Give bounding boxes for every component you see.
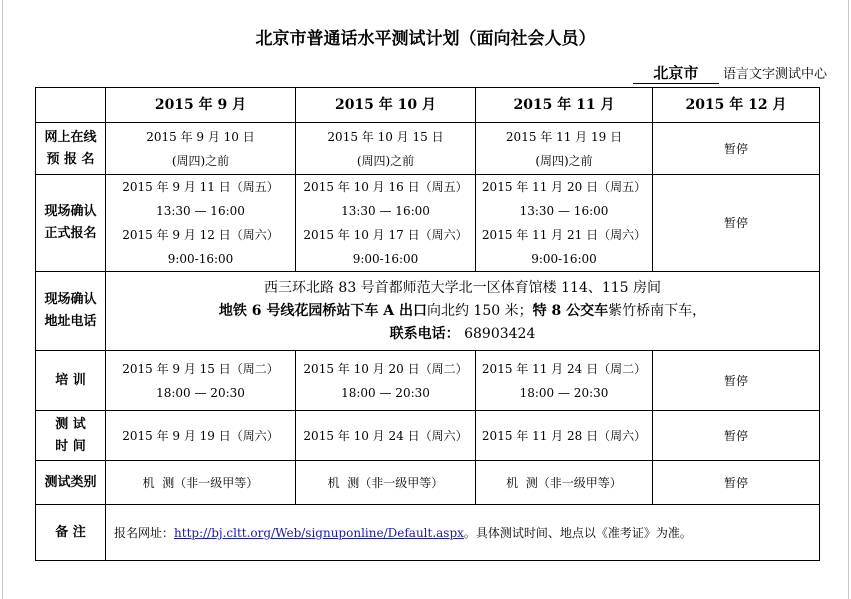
test-type-sep: 机 测（非一级甲等） (106, 461, 296, 505)
test-type-nov: 机 测（非一级甲等） (476, 461, 653, 505)
test-time-nov: 2015 年 11 月 28 日（周六） (476, 411, 653, 461)
row-label-onsite: 现场确认 正式报名 (36, 175, 106, 272)
row-test-time (36, 411, 820, 461)
phone-number: 68903424 (464, 325, 536, 342)
onsite-oct: 2015 年 10 月 16 日（周五） 13:30 — 16:00 2015 年 10 月 17 日（周六） 9:00-16:00 (296, 175, 476, 272)
onsite-dec: 暂停 (653, 175, 820, 272)
training-sep: 2015 年 9 月 15 日（周二） 18:00 — 20:30 (106, 351, 296, 411)
registration-url-link[interactable]: http://bj.cltt.org/Web/signuponline/Default.aspx (174, 525, 464, 540)
online-oct: 2015 年 10 月 15 日 (周四)之前 (296, 123, 476, 175)
training-oct: 2015 年 10 月 20 日（周二） 18:00 — 20:30 (296, 351, 476, 411)
page-title: 北京市普通话水平测试计划（面向社会人员） (255, 29, 596, 49)
notes-cell: 报名网址：http://bj.cltt.org/Web/signuponline/Default.aspx。具体测试时间、地点以《准考证》为准。 (106, 505, 820, 561)
page-left-border (2, 0, 3, 599)
phone-line: 联系电话： 68903424 (389, 325, 536, 342)
col-sep: 2015 年 9 月 (106, 88, 296, 123)
row-label-training: 培 训 (36, 351, 106, 411)
org-city: 北京市 (633, 62, 719, 84)
row-label-address: 现场确认 地址电话 (36, 272, 106, 351)
col-dec: 2015 年 12 月 (653, 88, 820, 123)
row-label-notes: 备 注 (36, 505, 106, 561)
test-time-oct: 2015 年 10 月 24 日（周六） (296, 411, 476, 461)
col-nov: 2015 年 11 月 (476, 88, 653, 123)
online-sep: 2015 年 9 月 10 日 (周四)之前 (106, 123, 296, 175)
address-line: 西三环北路 83 号首都师范大学北一区体育馆楼 114、115 房间 (263, 279, 662, 296)
row-online-prereg (36, 123, 820, 175)
test-type-dec: 暂停 (653, 461, 820, 505)
row-address (36, 272, 820, 351)
row-label-test-type: 测试类别 (36, 461, 106, 505)
test-time-sep: 2015 年 9 月 19 日（周六） (106, 411, 296, 461)
online-nov: 2015 年 11 月 19 日 (周四)之前 (476, 123, 653, 175)
org-name: 语言文字测试中心 (722, 67, 827, 82)
test-type-oct: 机 测（非一级甲等） (296, 461, 476, 505)
col-oct: 2015 年 10 月 (296, 88, 476, 123)
address-cell (106, 272, 820, 351)
online-dec: 暂停 (653, 123, 820, 175)
row-label-test-time: 测 试 时 间 (36, 411, 106, 461)
organization-line (633, 62, 827, 84)
training-nov: 2015 年 11 月 24 日（周二） 18:00 — 20:30 (476, 351, 653, 411)
row-notes (36, 505, 820, 561)
onsite-sep: 2015 年 9 月 11 日（周五） 13:30 — 16:00 2015 年 9 月 12 日（周六） 9:00-16:00 (106, 175, 296, 272)
training-dec: 暂停 (653, 351, 820, 411)
corner-cell (36, 88, 106, 123)
row-test-type (36, 461, 820, 505)
transit-line: 地铁 6 号线花园桥站下车 A 出口向北约 150 米；特 8 公交车紫竹桥南下车， (218, 302, 707, 319)
row-training (36, 351, 820, 411)
row-label-online: 网上在线 预 报 名 (36, 123, 106, 175)
test-time-dec: 暂停 (653, 411, 820, 461)
onsite-nov: 2015 年 11 月 20 日（周五） 13:30 — 16:00 2015 年 11 月 21 日（周六） 9:00-16:00 (476, 175, 653, 272)
page-right-border (848, 0, 849, 599)
header-row (36, 88, 820, 123)
row-onsite-registration (36, 175, 820, 272)
schedule-table (35, 87, 820, 561)
